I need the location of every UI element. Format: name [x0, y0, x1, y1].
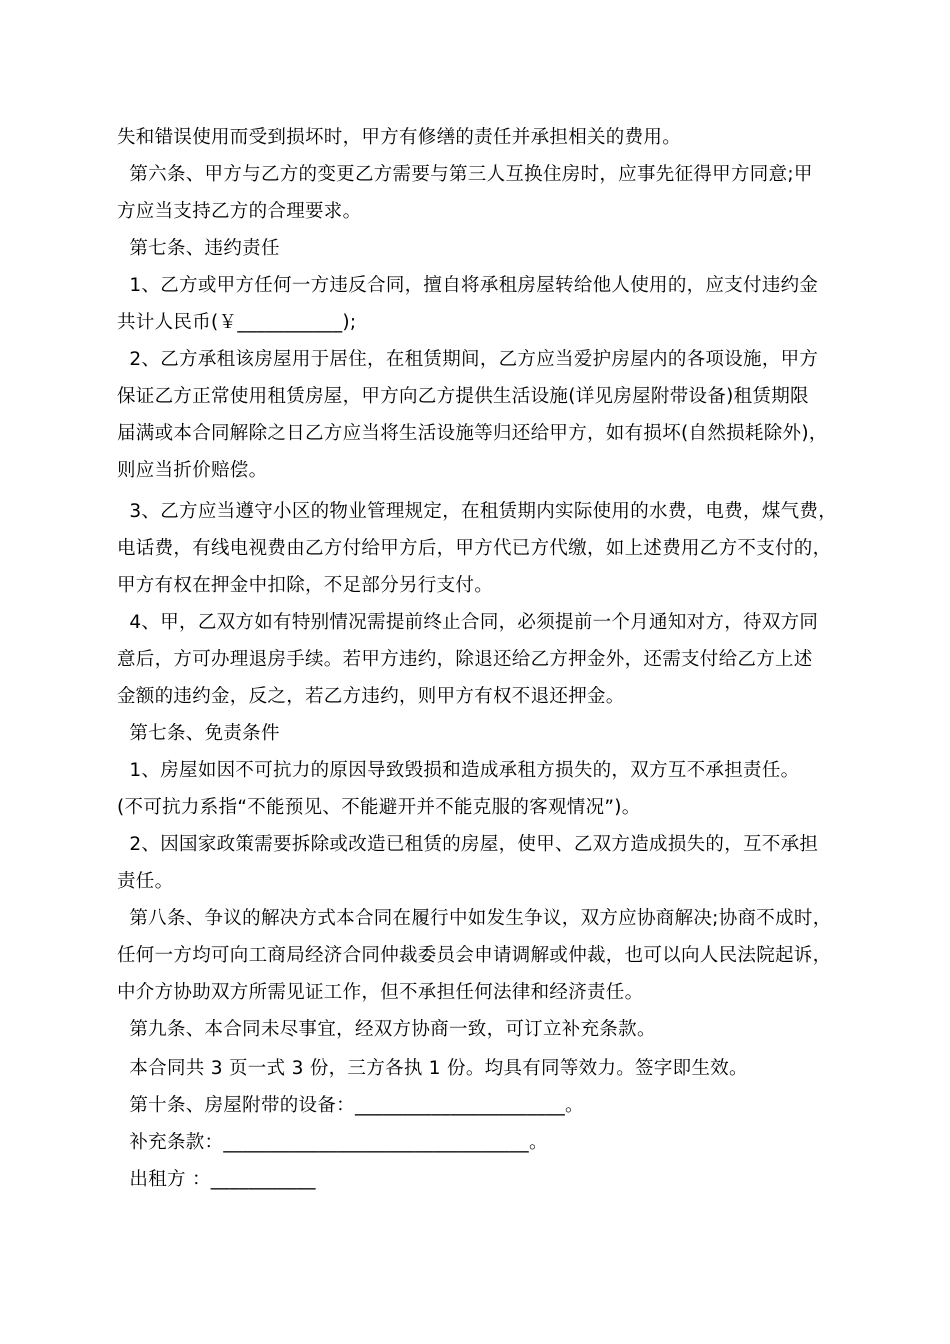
text-line: 第六条、甲方与乙方的变更乙方需要与第三人互换住房时，应事先征得甲方同意;甲 — [117, 164, 813, 185]
text-line: 保证乙方正常使用租赁房屋，甲方向乙方提供生活设施(详见房屋附带设备)租赁期限 — [117, 386, 809, 407]
text-line: 第八条、争议的解决方式本合同在履行中如发生争议，双方应协商解决;协商不成时， — [117, 908, 832, 929]
text-line: 2、因国家政策需要拆除或改造已租赁的房屋，使甲、乙双方造成损失的，互不承担 — [117, 834, 819, 855]
text-line: 第七条、违约责任 — [117, 238, 280, 259]
text-line: 意后，方可办理退房手续。若甲方违约，除退还给乙方押金外，还需支付给乙方上述 — [117, 649, 813, 670]
text-line: 本合同共 3 页一式 3 份，三方各执 1 份。均具有同等效力。签字即生效。 — [117, 1058, 748, 1079]
text-line: 第十条、房屋附带的设备：______________________。 — [117, 1095, 584, 1116]
text-line: 补充条款：________________________________。 — [117, 1132, 548, 1153]
text-line: 失和错误使用而受到损坏时，甲方有修缮的责任并承担相关的费用。 — [117, 127, 682, 148]
text-line: 4、甲，乙双方如有特别情况需提前终止合同，必须提前一个月通知对方，待双方同 — [117, 612, 819, 633]
text-line: 责任。 — [117, 871, 174, 892]
text-line: 出租方 ：___________ — [117, 1169, 316, 1190]
text-line: 届满或本合同解除之日乙方应当将生活设施等归还给甲方，如有损坏(自然损耗除外)， — [117, 423, 828, 444]
text-line: 任何一方均可向工商局经济合同仲裁委员会申请调解或仲裁，也可以向人民法院起诉， — [117, 945, 832, 966]
text-line: 3、乙方应当遵守小区的物业管理规定，在租赁期内实际使用的水费，电费，煤气费， — [117, 501, 838, 522]
text-line: (不可抗力系指“不能预见、不能避开并不能克服的客观情况”)。 — [117, 797, 641, 818]
text-line: 方应当支持乙方的合理要求。 — [117, 201, 362, 222]
text-line: 共计人民币(￥___________); — [117, 312, 357, 333]
text-line: 电话费，有线电视费由乙方付给甲方后，甲方代已方代缴，如上述费用乙方不支付的， — [117, 538, 832, 559]
text-line: 金额的违约金，反之，若乙方违约，则甲方有权不退还押金。 — [117, 686, 625, 707]
text-line: 1、房屋如因不可抗力的原因导致毁损和造成承租方损失的，双方互不承担责任。 — [117, 760, 800, 781]
text-line: 1、乙方或甲方任何一方违反合同，擅自将承租房屋转给他人使用的，应支付违约金 — [117, 275, 819, 296]
text-line: 中介方协助双方所需见证工作，但不承担任何法律和经济责任。 — [117, 982, 644, 1003]
text-line: 第七条、免责条件 — [117, 723, 280, 744]
text-line: 则应当折价赔偿。 — [117, 460, 268, 481]
text-line: 2、乙方承租该房屋用于居住，在租赁期间，乙方应当爱护房屋内的各项设施，甲方 — [117, 349, 819, 370]
text-line: 第九条、本合同未尽事宜，经双方协商一致，可订立补充条款。 — [117, 1019, 656, 1040]
text-line: 甲方有权在押金中扣除，不足部分另行支付。 — [117, 575, 494, 596]
